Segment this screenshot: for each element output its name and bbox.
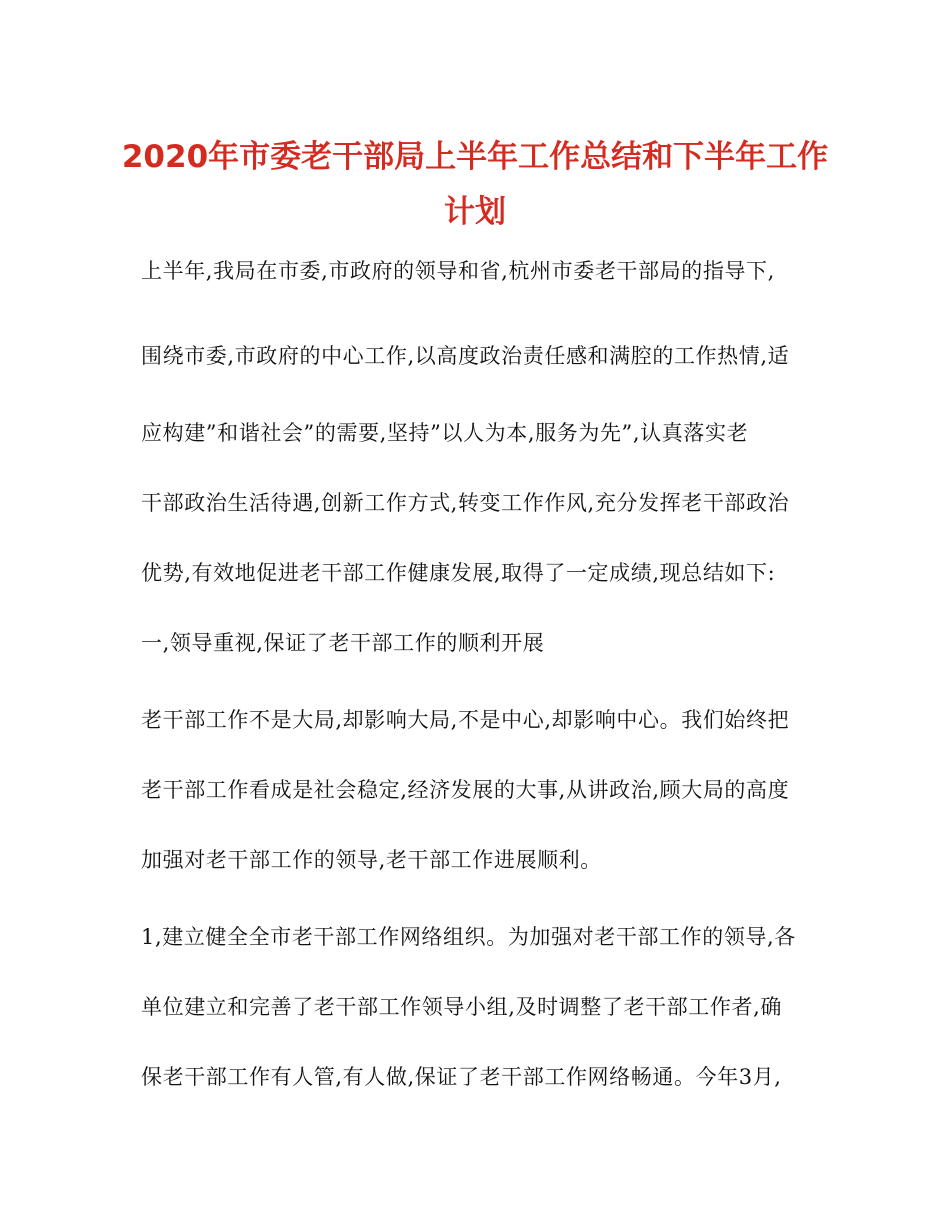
paragraph-line-3: 应构建”和谐社会”的需要,坚持”以人为本,服务为先”,认真落实老	[141, 421, 749, 445]
paragraph-line-5: 优势,有效地促进老干部工作健康发展,取得了一定成绩,现总结如下:	[141, 561, 776, 585]
paragraph-line-9: 1,建立健全全市老干部工作网络组织。为加强对老干部工作的领导,各	[141, 925, 796, 949]
paragraph-line-4: 干部政治生活待遇,创新工作方式,转变工作作风,充分发挥老干部政治	[141, 491, 790, 515]
paragraph-line-7: 老干部工作看成是社会稳定,经济发展的大事,从讲政治,顾大局的高度	[141, 778, 790, 802]
document-title: 2020年市委老干部局上半年工作总结和下半年工作计划	[121, 139, 829, 230]
paragraph-line-10: 单位建立和完善了老干部工作领导小组,及时调整了老干部工作者,确	[141, 995, 782, 1019]
paragraph-line-1: 上半年,我局在市委,市政府的领导和省,杭州市委老干部局的指导下,	[141, 259, 775, 283]
paragraph-line-6: 老干部工作不是大局,却影响大局,不是中心,却影响中心。我们始终把	[141, 708, 790, 732]
paragraph-line-2: 围绕市委,市政府的中心工作,以高度政治责任感和满腔的工作热情,适	[141, 344, 790, 368]
paragraph-line-11: 保老干部工作有人管,有人做,保证了老干部工作网络畅通。今年3月,	[141, 1065, 782, 1089]
paragraph-line-8: 加强对老干部工作的领导,老干部工作进展顺利。	[141, 848, 602, 872]
section-heading-1: 一,领导重视,保证了老干部工作的顺利开展	[141, 631, 545, 655]
